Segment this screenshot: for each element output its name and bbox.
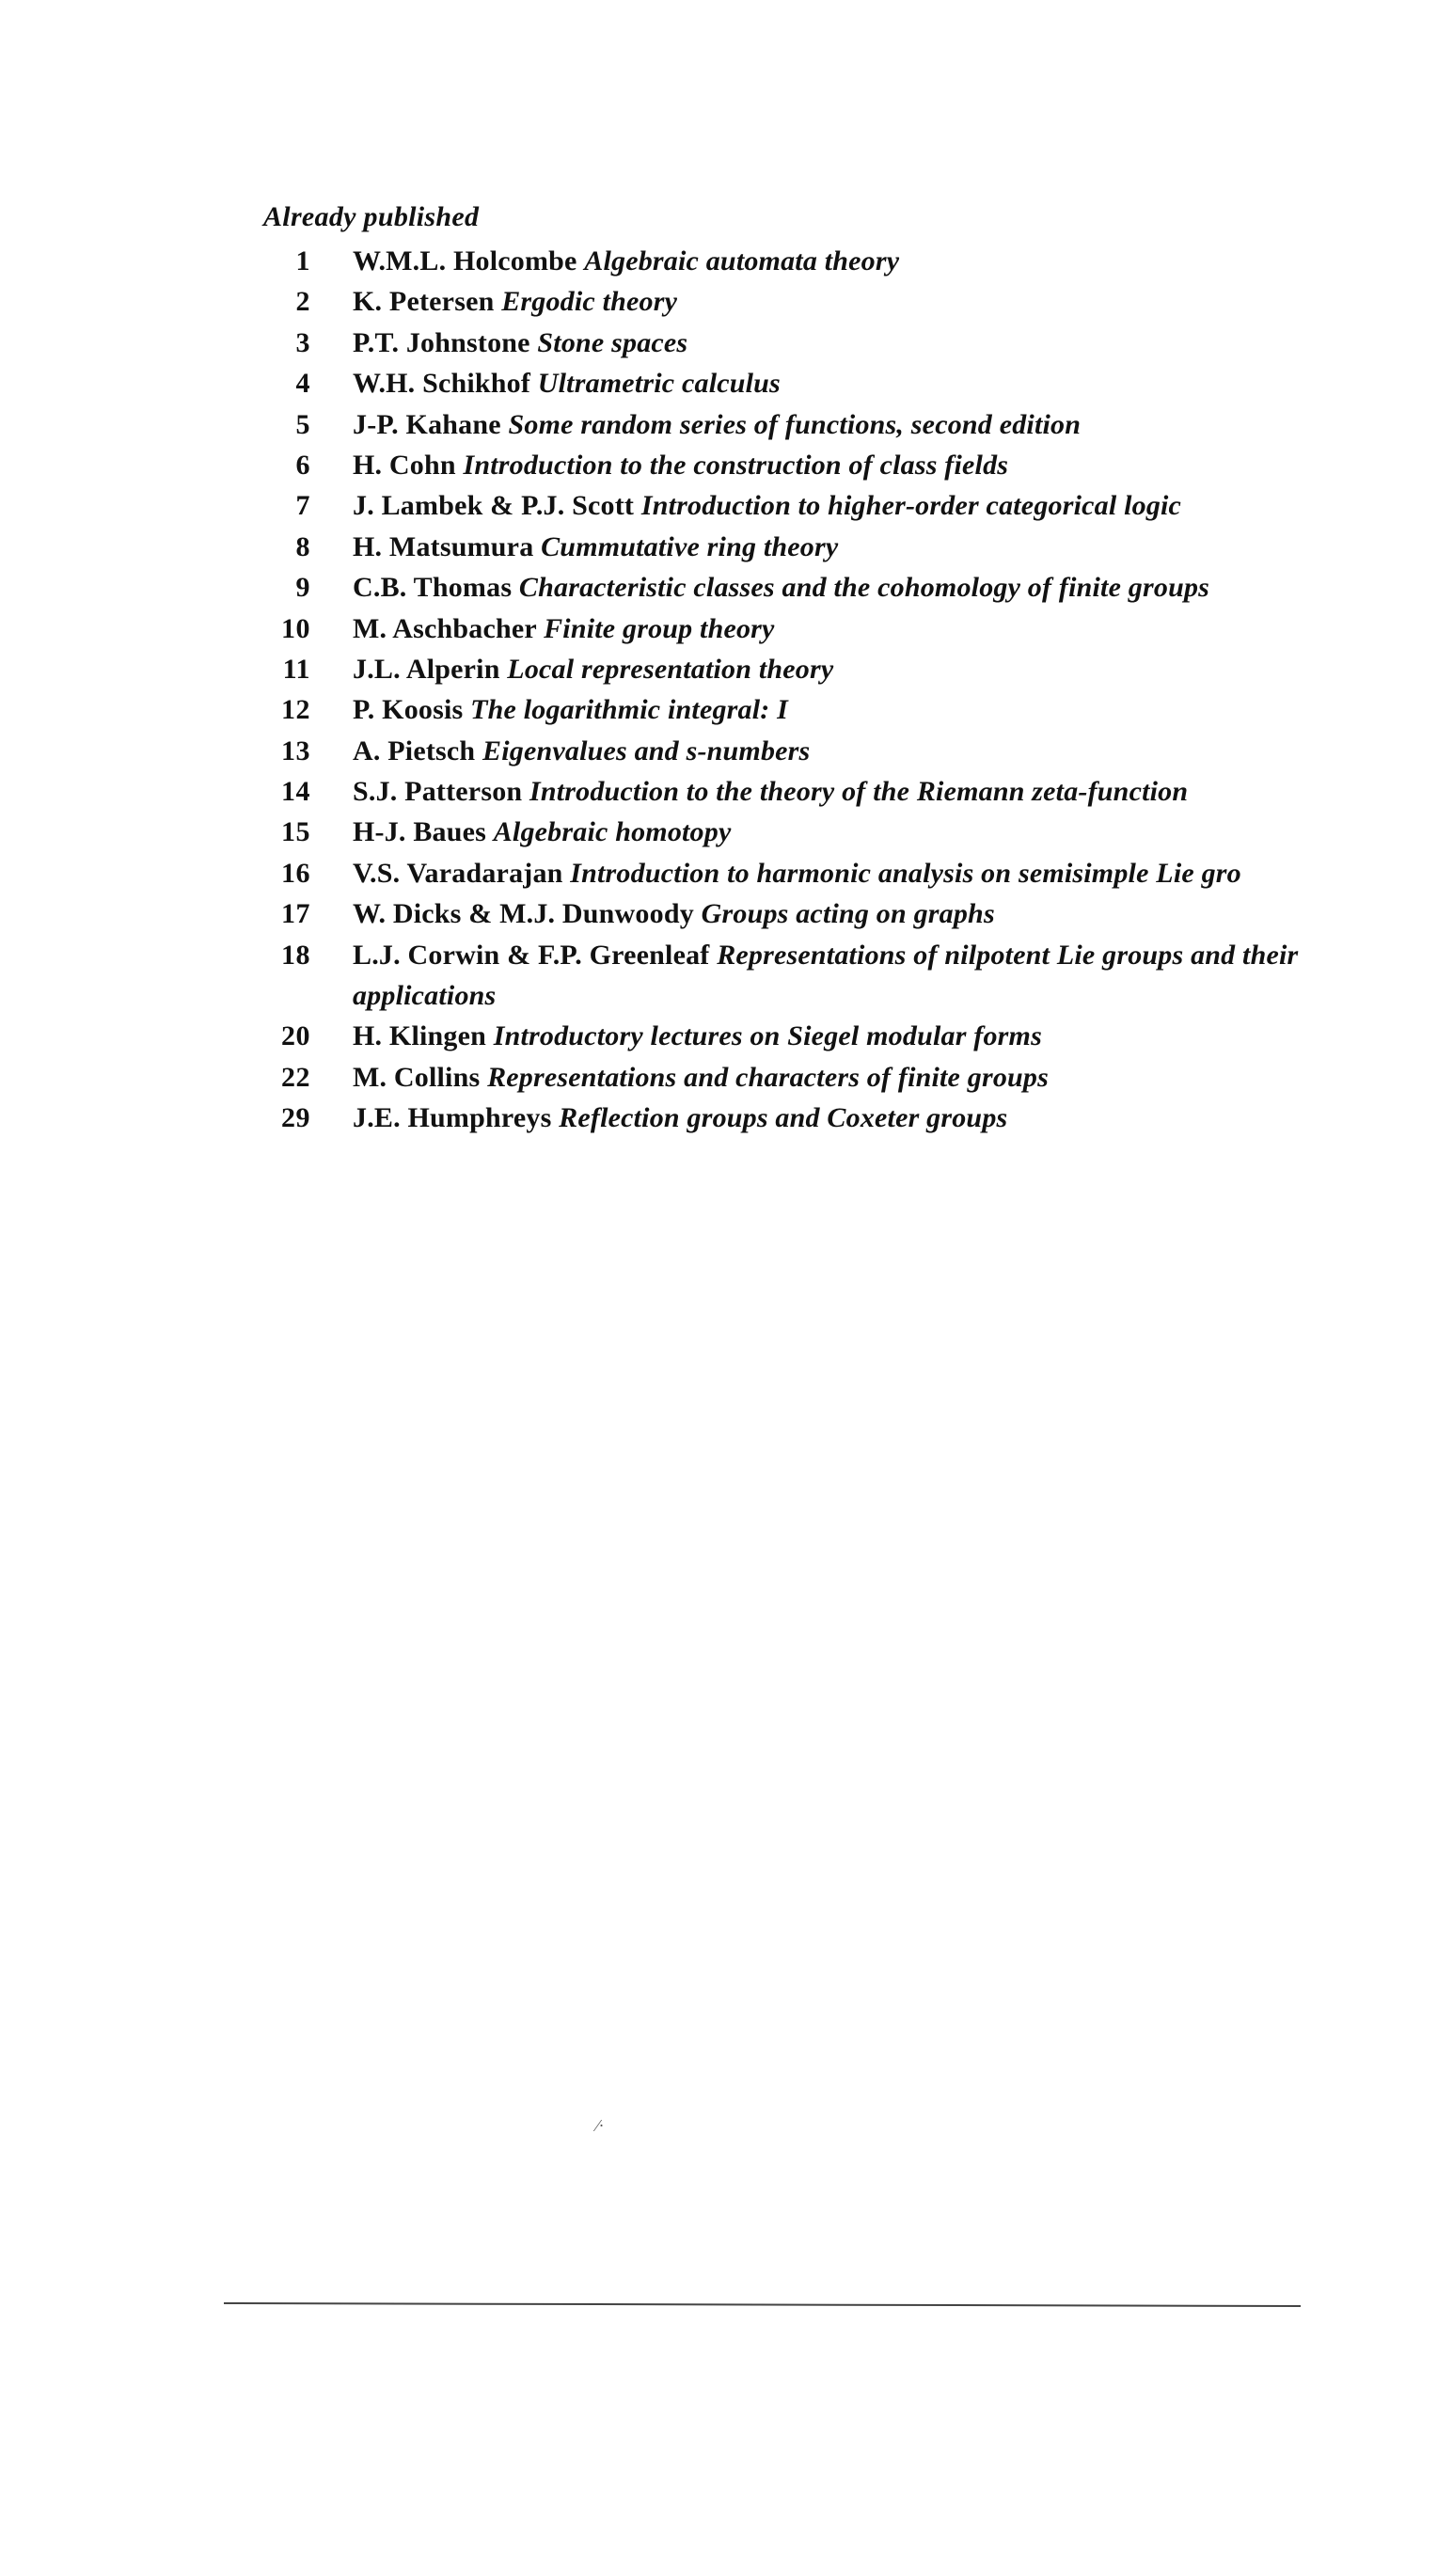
entry-author: C.B. Thomas [353, 572, 513, 604]
entry-title: Representations and characters of finite groups [487, 1061, 1050, 1093]
entry-title: Introduction to higher-order categorical logic [640, 490, 1182, 522]
entry-text [353, 935, 1387, 1017]
list-item [0, 281, 1453, 322]
entry-title: Some random series of functions, second edition [508, 408, 1082, 440]
entry-text [353, 812, 1387, 852]
entry-author: P. Koosis [353, 694, 464, 726]
entry-text [353, 608, 1387, 649]
entry-number: 13 [281, 735, 310, 766]
entry-text [353, 853, 1387, 893]
entry-text [353, 527, 1387, 567]
entry-number: 12 [281, 694, 310, 726]
published-list [0, 241, 1453, 1139]
entry-title: Finite group theory [544, 612, 775, 644]
entry-text [353, 1098, 1387, 1138]
entry-number: 5 [295, 408, 310, 440]
entry-author: M. Collins [353, 1061, 481, 1093]
list-item [0, 527, 1453, 567]
entry-author: W.M.L. Holcombe [353, 245, 577, 277]
entry-text [353, 689, 1387, 730]
entry-author: W. Dicks & M.J. Dunwoody [353, 898, 694, 930]
list-item [0, 935, 1453, 1017]
list-item [0, 812, 1453, 852]
section-heading: Already published [263, 201, 480, 232]
entry-title: Introduction to the construction of class fields [463, 449, 1009, 481]
entry-title: Reflection groups and Coxeter groups [559, 1102, 1008, 1134]
entry-text [353, 445, 1387, 485]
entry-text [353, 1016, 1387, 1056]
entry-author: L.J. Corwin & F.P. Greenleaf [353, 939, 710, 971]
entry-author: S.J. Patterson [353, 776, 523, 808]
list-item [0, 567, 1453, 608]
list-item [0, 1016, 1453, 1056]
entry-title: Introduction to harmonic analysis on semisimple Lie gro [570, 857, 1241, 889]
list-item [0, 649, 1453, 689]
entry-text [353, 567, 1387, 608]
list-item [0, 1057, 1453, 1098]
list-item [0, 445, 1453, 485]
entry-number: 17 [281, 898, 310, 930]
entry-number: 7 [295, 490, 310, 522]
entry-text [353, 485, 1387, 526]
entry-author: J-P. Kahane [353, 408, 501, 440]
entry-author: H. Cohn [353, 449, 456, 481]
entry-number: 3 [295, 326, 310, 358]
entry-number: 22 [281, 1061, 310, 1093]
list-item [0, 853, 1453, 893]
entry-title: Ultrametric calculus [537, 368, 781, 400]
list-item [0, 241, 1453, 281]
entry-author: J.E. Humphreys [353, 1102, 552, 1134]
entry-author: H. Klingen [353, 1020, 487, 1052]
entry-author: V.S. Varadarajan [353, 857, 563, 889]
entry-number: 20 [281, 1020, 310, 1052]
entry-number: 1 [295, 245, 310, 277]
entry-author: A. Pietsch [353, 735, 476, 766]
entry-title: Ergodic theory [501, 286, 678, 318]
entry-author: H. Matsumura [353, 530, 534, 562]
entry-title: Local representation theory [507, 653, 834, 685]
stray-mark: ⁄· [596, 2116, 604, 2135]
entry-title: Characteristic classes and the cohomology of finite groups [518, 572, 1210, 604]
list-item [0, 363, 1453, 403]
entry-author: J.L. Alperin [353, 653, 500, 685]
entry-author: P.T. Johnstone [353, 326, 530, 358]
entry-number: 14 [281, 776, 310, 808]
entry-text [353, 731, 1387, 771]
entry-author: W.H. Schikhof [353, 368, 531, 400]
entry-text [353, 363, 1387, 403]
entry-text [353, 649, 1387, 689]
entry-number: 18 [281, 939, 310, 971]
entry-number: 29 [281, 1102, 310, 1134]
entry-text [353, 404, 1387, 445]
entry-text [353, 241, 1387, 281]
entry-text [353, 323, 1387, 363]
entry-title: Algebraic automata theory [584, 245, 900, 277]
list-item [0, 731, 1453, 771]
list-item [0, 893, 1453, 934]
entry-title: Algebraic homotopy [493, 816, 732, 848]
entry-number: 8 [295, 530, 310, 562]
list-item [0, 485, 1453, 526]
entry-text [353, 1057, 1387, 1098]
entry-author: K. Petersen [353, 286, 495, 318]
entry-number: 9 [295, 572, 310, 604]
entry-number: 2 [295, 286, 310, 318]
list-item [0, 771, 1453, 812]
list-item [0, 323, 1453, 363]
entry-number: 10 [281, 612, 310, 644]
list-item [0, 1098, 1453, 1138]
entry-number: 6 [295, 449, 310, 481]
entry-title: Eigenvalues and s-numbers [482, 735, 811, 766]
entry-author: M. Aschbacher [353, 612, 537, 644]
list-item [0, 689, 1453, 730]
footer-rule [224, 2302, 1301, 2307]
entry-number: 15 [281, 816, 310, 848]
entry-title: Stone spaces [537, 326, 688, 358]
list-item [0, 404, 1453, 445]
entry-text [353, 893, 1387, 934]
entry-number: 4 [295, 368, 310, 400]
list-item [0, 608, 1453, 649]
entry-title: Cummutative ring theory [541, 530, 839, 562]
entry-title: The logarithmic integral: I [470, 694, 789, 726]
entry-text [353, 771, 1387, 812]
entry-number: 16 [281, 857, 310, 889]
entry-author: H-J. Baues [353, 816, 487, 848]
entry-number: 11 [282, 653, 310, 685]
entry-title: Representations of nilpotent Lie groups and their applications [353, 939, 1299, 1012]
entry-title: Introduction to the theory of the Riemann zeta-function [529, 776, 1189, 808]
entry-author: J. Lambek & P.J. Scott [353, 490, 635, 522]
entry-title: Groups acting on graphs [701, 898, 995, 930]
entry-title: Introductory lectures on Siegel modular forms [493, 1020, 1042, 1052]
entry-text [353, 281, 1387, 322]
